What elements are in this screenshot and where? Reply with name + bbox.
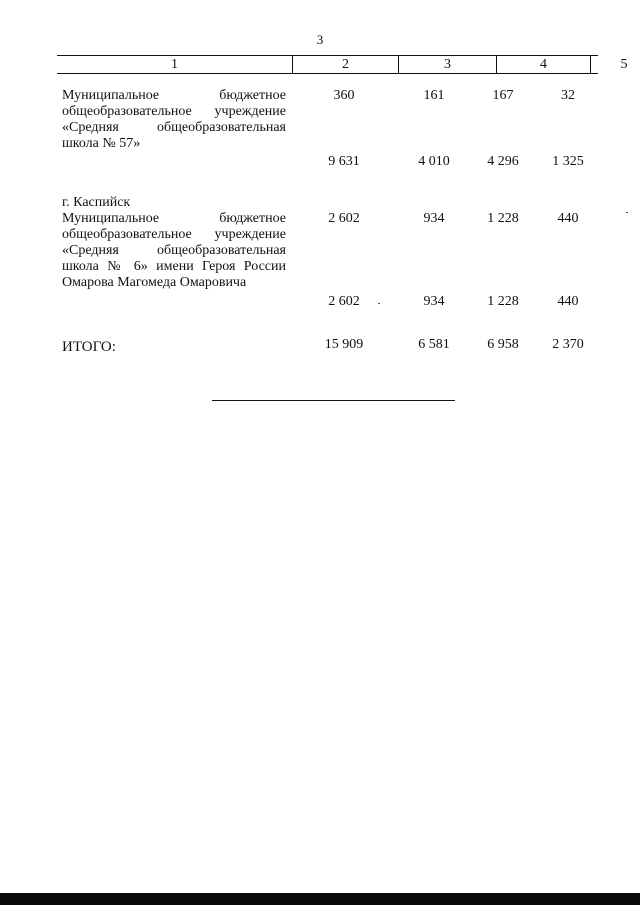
end-rule (212, 400, 455, 401)
total-value: 15 909 (324, 337, 364, 352)
total-value: 6 958 (487, 337, 519, 352)
total-value: 2 370 (552, 337, 584, 352)
subtotal-value: 4 296 (487, 154, 519, 169)
subtotal-value: 440 (557, 294, 579, 309)
subtotal-value: 2 602 (328, 294, 360, 309)
scan-speck (378, 303, 380, 304)
total-value: 6 581 (418, 337, 450, 352)
header-col-3: 3 (444, 57, 451, 72)
subtotal-value: 4 010 (418, 154, 450, 169)
header-col-4: 4 (540, 57, 547, 72)
scan-speck (626, 212, 628, 213)
table-header (57, 55, 628, 74)
subtotal-value: 9 631 (328, 154, 360, 169)
cell-value: 161 (423, 88, 445, 103)
page-number: 3 (316, 32, 324, 47)
school-name: Муниципальное бюджетное общеобразовательное учреждение «Средняя общеобразовательная школа № 6» имени Героя России Омарова Магомеда Омаровича (62, 211, 286, 290)
subtotal-value: 934 (423, 294, 445, 309)
cell-value: 440 (557, 211, 579, 226)
cell-value: 2 602 (328, 211, 360, 226)
cell-value: 32 (561, 88, 575, 103)
cell-value: 167 (492, 88, 514, 103)
subtotal-value: 1 325 (552, 154, 584, 169)
school-name: Муниципальное бюджетное общеобразовательное учреждение «Средняя общеобразовательная школа № 57» (62, 88, 286, 151)
cell-value: 360 (333, 88, 355, 103)
header-col-5: 5 (620, 57, 628, 72)
cell-value: 934 (423, 211, 445, 226)
header-col-1: 1 (171, 57, 178, 72)
city-label: г. Каспийск (62, 195, 131, 210)
total-label: ИТОГО: (62, 339, 116, 355)
header-col-2: 2 (342, 57, 349, 72)
cell-value: 1 228 (487, 211, 519, 226)
scan-edge (0, 893, 640, 905)
subtotal-value: 1 228 (487, 294, 519, 309)
